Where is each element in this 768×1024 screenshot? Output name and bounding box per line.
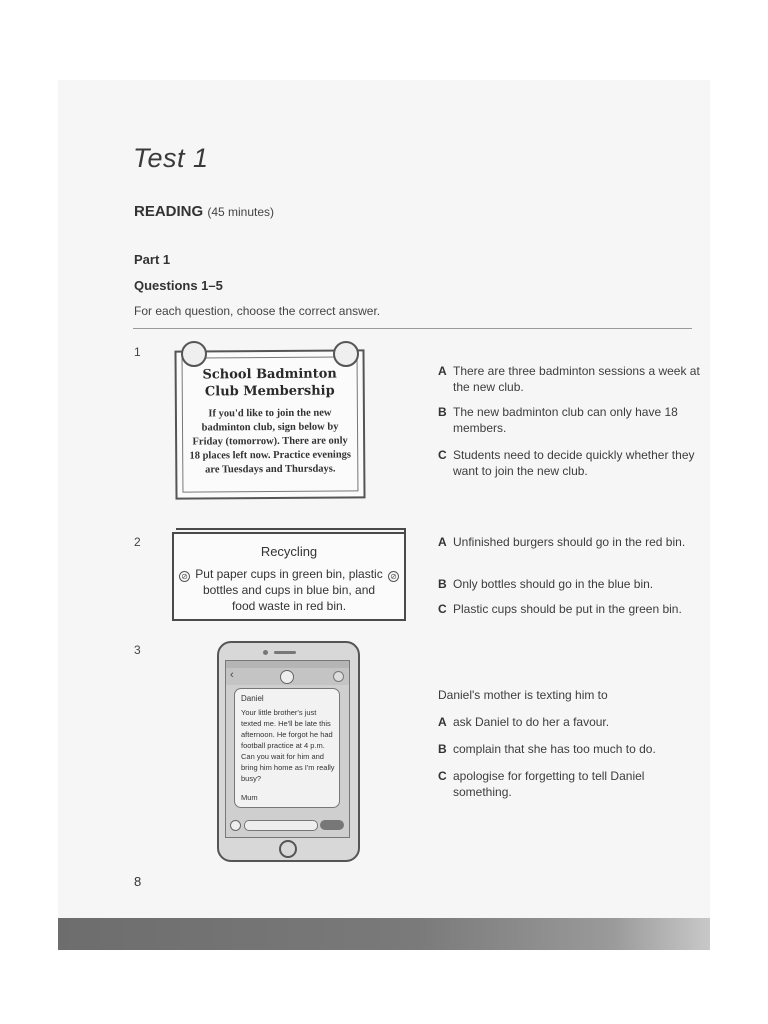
q2-option-c	[438, 601, 708, 617]
part-heading: Part 1	[134, 252, 171, 267]
speaker-icon	[274, 651, 296, 654]
back-arrow-icon: ‹	[230, 669, 234, 681]
section-duration: (45 minutes)	[207, 205, 275, 219]
phone-screen	[225, 660, 350, 838]
option-text: ask Daniel to do her a favour.	[453, 715, 610, 729]
option-text: There are three badminton sessions a week at the new club.	[453, 364, 700, 394]
pin-icon	[181, 341, 207, 367]
message-text: Your little brother's just texted me. He'll be late this afternoon. He forgot he had football practice at 4 p.m. Can you wait for him and bring him home as I'm really busy?	[241, 708, 335, 783]
option-text: Students need to decide quickly whether they want to join the new club.	[453, 448, 695, 478]
q3-stem: Daniel's mother is texting him to	[438, 688, 608, 702]
option-text: The new badminton club can only have 18 members.	[453, 405, 678, 435]
sign-body: Put paper cups in green bin, plastic bottles and cups in blue bin, and food waste in red bin.	[195, 567, 383, 613]
option-letter: A	[438, 535, 447, 549]
option-letter: C	[438, 769, 447, 783]
pin-icon	[333, 341, 359, 367]
option-letter: A	[438, 715, 447, 729]
badminton-notice	[174, 349, 365, 499]
question-number-2: 2	[134, 535, 141, 549]
q2-option-a	[438, 534, 708, 550]
option-letter: A	[438, 364, 447, 378]
option-letter: B	[438, 742, 447, 756]
sign-title: Recycling	[260, 544, 318, 559]
scan-footer-band	[58, 918, 710, 950]
q3-option-b	[438, 741, 708, 757]
section-name: READING	[134, 203, 204, 220]
option-letter: C	[438, 448, 447, 462]
status-bar	[226, 661, 349, 668]
message-recipient: Daniel	[241, 694, 264, 703]
q3-option-a	[438, 714, 708, 730]
option-letter: B	[438, 577, 447, 591]
avatar-icon	[280, 670, 294, 684]
section-heading	[134, 203, 274, 220]
option-text: complain that she has too much to do.	[453, 742, 656, 756]
q3-option-c	[438, 768, 700, 800]
test-title: Test 1	[133, 143, 209, 173]
camera-icon	[230, 820, 241, 831]
notice-title	[177, 365, 363, 400]
notice-title-line-2: Club Membership	[204, 383, 335, 400]
page-number: 8	[134, 874, 142, 889]
camera-icon	[263, 650, 268, 655]
option-text: Only bottles should go in the blue bin.	[453, 577, 654, 591]
notice-title-line-1: School Badminton	[202, 366, 337, 383]
q2-option-b	[438, 576, 708, 592]
questions-heading: Questions 1–5	[134, 278, 223, 293]
message-input-bar	[230, 820, 345, 831]
notice-body: If you'd like to join the new badminton club, sign below by Friday (tomorrow). There are only 18 places left now. Practice evenings are Tuesdays and Thursdays.	[189, 407, 352, 476]
recycling-sign	[172, 532, 406, 621]
option-text: apologise for forgetting to tell Daniel something.	[453, 769, 645, 799]
divider	[133, 328, 692, 329]
message-field	[244, 820, 318, 831]
option-text: Plastic cups should be put in the green bin.	[453, 602, 682, 616]
chat-header	[226, 668, 349, 685]
message-signoff: Mum	[241, 793, 258, 802]
question-number-3: 3	[134, 643, 141, 657]
option-letter: B	[438, 405, 447, 419]
phone-illustration	[217, 641, 360, 862]
option-text: Unfinished burgers should go in the red bin.	[453, 535, 686, 549]
question-number-1: 1	[134, 345, 141, 359]
screw-icon: ⊘	[388, 571, 399, 582]
screw-icon: ⊘	[179, 571, 190, 582]
send-icon	[320, 820, 344, 830]
q1-option-a	[438, 363, 708, 395]
q1-option-b	[438, 404, 708, 436]
instruction-text: For each question, choose the correct answer.	[134, 304, 381, 318]
home-button-icon	[279, 840, 297, 858]
q1-option-c	[438, 447, 708, 479]
menu-icon	[333, 671, 344, 682]
option-letter: C	[438, 602, 447, 616]
message-bubble	[234, 688, 340, 808]
